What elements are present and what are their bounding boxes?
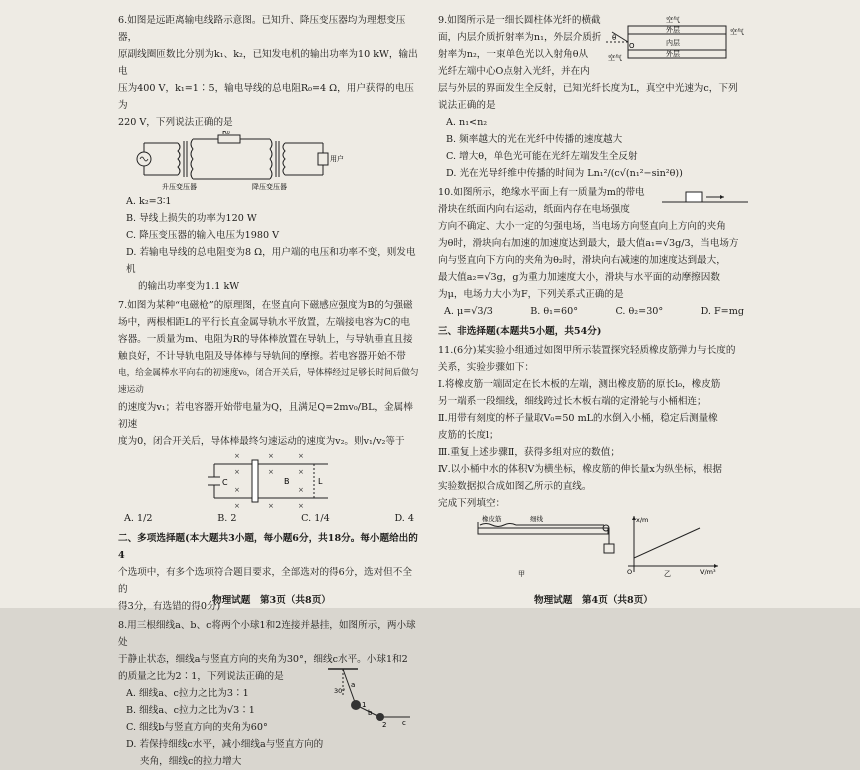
q6-line: 原副线圈匝数比分别为k₁、k₂，已知发电机的输出功率为10 kW，输出电 [118,49,418,77]
q6-option-d-cont: 的输出功率变为1.1 kW [138,281,240,292]
q10-options [438,303,750,320]
right-page-footer: 物理试题 第4页（共8页） [534,595,653,606]
q10-option-b: B. θ₁=60° [530,306,579,317]
q9-line: 面，内层介质折射率为n₁，外层介质折 [438,32,602,43]
svg-text:×: × [234,502,240,510]
question-10 [438,184,750,320]
q8-option-d-cont: 夹角，细线c的拉力增大 [140,756,242,767]
svg-text:×: × [234,468,240,476]
q11-line: 皮筋的长度l； [438,430,499,441]
question-9 [438,12,750,182]
q10-line: 向与竖直向下方向的夹角为θ₂时，滑块向右减速的加速度达到最大， [438,255,726,266]
section-3-header: 三、非选择题(本题共5小题，共54分) [438,326,602,337]
thread-a-label: a [351,681,356,689]
x-axis-label: V/m³ [700,568,716,576]
q11-line: Ⅲ.重复上述步骤Ⅱ，获得多组对应的数值； [438,447,620,458]
q7-options [118,510,420,527]
q10-line: 方向不确定、大小一定的匀强电场，当电场方向竖直向上方向的夹角 [438,221,726,232]
rubber-band-label: 橡皮筋 [482,515,502,523]
q11-line: 关系，实验步骤如下： [438,362,534,373]
section-2-line: 二、多项选择题(本大题共3小题，每小题6分，共18分。每小题给出的4 [118,533,418,561]
q7-figure [118,450,420,510]
step-up-label: 升压变压器 [162,183,197,191]
q11-line: Ⅳ.以小桶中水的体积V为横坐标，橡皮筋的伸长量x为纵坐标，根据 [438,464,723,475]
q8-option-c: C. 细线b与竖直方向的夹角为60° [126,722,268,733]
thread-c-label: c [402,719,406,727]
q8-line: 于静止状态，细线a与竖直方向的夹角为30°，细线c水平。小球1和2 [118,654,408,665]
rail-gun-diagram [118,450,418,510]
q11-line: 完成下列填空： [438,498,506,509]
left-page-footer: 物理试题 第3页（共8页） [212,595,331,606]
slider-diagram [662,184,748,206]
q11-line: 11.(6分)某实验小组通过如图甲所示装置探究轻质橡皮筋弹力与长度的 [438,345,736,356]
distance-label: L [318,477,323,486]
q10-line: 为μ，电场力大小为F，下列关系式正确的是 [438,289,624,300]
q8-option-a: A. 细线a、c拉力之比为3∶1 [126,688,249,699]
q7-line: 触良好，不计导轨电阻及导体棒与导轨间的摩擦。若电容器开始不带 [118,351,406,362]
origin-label: O [627,568,633,576]
q7-option-a: A. 1/2 [124,513,153,524]
capacitor-label: C [222,478,228,487]
hanging-balls-diagram [318,665,418,745]
q9-line: 射率为n₂，一束单色光以入射角θ从 [438,49,589,60]
question-8 [118,617,420,770]
q7-line: 7.如图为某种“电磁枪”的原理图，在竖直向下磁感应强度为B的匀强磁 [118,300,413,311]
q10-option-c: C. θ₂=30° [615,306,664,317]
q9-option-b: B. 频率越大的光在光纤中传播的速度越大 [446,134,623,145]
q8-option-d: D. 若保持细线c水平，减小细线a与竖直方向的 [126,739,324,750]
q8-line: 8.用三根细线a、b、c将两个小球1和2连接并悬挂，如图所示，两小球处 [118,620,416,648]
q7-line: 容器。一质量为m、电阻为R的导体棒放置在导轨上，与导轨垂直且接 [118,334,413,345]
q10-line: 最大值a₂=√3g，g为重力加速度大小，滑块与水平面的动摩擦因数 [438,272,720,283]
svg-text:×: × [268,468,274,476]
ball-1-label: 1 [362,701,367,709]
q6-option-d: D. 若输电导线的总电阻变为8 Ω，用户端的电压和功率不变，则发电机 [126,247,416,275]
q11-line: 实验数据拟合成如图乙所示的直线。 [438,481,592,492]
q6-line: 压为400 V，k₁=1∶5，输电导线的总电阻R₀=4 Ω，用户获得的电压为 [118,83,414,111]
figure-yi-label: 乙 [664,570,671,578]
svg-text:×: × [234,486,240,494]
q8-option-b: B. 细线a、c拉力之比为√3∶1 [126,705,255,716]
svg-text:×: × [298,486,304,494]
q7-option-c: C. 1/4 [301,513,330,524]
transmission-diagram [118,131,418,193]
q6-line: 6.如图是远距离输电线路示意图。已知升、降压变压器均为理想变压器， [118,15,406,43]
theta-label: θ [612,34,617,42]
fiber-diagram [606,16,750,74]
q10-option-a: A. μ=√3/3 [444,306,493,317]
q7-line: 度为0，闭合开关后，导体棒最终匀速运动的速度为v₂。则v₁/v₂等于 [118,436,405,447]
air-label-left: 空气 [608,54,622,62]
q10-line: 滑块在纸面内向右运动，纸面内存在电场强度 [438,204,630,215]
q6-line: 220 V，下列说法正确的是 [118,117,233,128]
rubber-band-setup-diagram [438,514,750,578]
q7-line: 电，给金属棒水平向右的初速度v₀，闭合开关后，导体棒经过足够长时间后做匀速运动 [118,368,419,395]
field-label: B [284,477,290,486]
outer-layer-label-bottom: 外层 [666,50,680,58]
q6-figure [118,131,420,193]
y-axis-label: x/m [636,516,649,524]
section-2-line: 个选项中，有多个选项符合题目要求，全部选对的得6分，选对但不全的 [118,567,412,595]
step-down-label: 降压变压器 [252,183,287,191]
question-11 [438,342,750,578]
thread-label: 细线 [530,515,543,523]
q7-option-b: B. 2 [217,513,237,524]
air-label-right: 空气 [730,28,744,36]
q7-line: 场中，两根相距L的平行长直金属导轨水平放置，左端接电容为C的电 [118,317,410,328]
q7-option-d: D. 4 [394,513,414,524]
q9-option-a: A. n₁<n₂ [446,117,488,128]
thread-b-label: b [368,709,373,717]
q6-option-b: B. 导线上损失的功率为120 W [126,213,257,224]
q6-option-c: C. 降压变压器的输入电压为1980 V [126,230,280,241]
question-6 [118,12,420,295]
outer-layer-label: 外层 [666,26,680,34]
svg-text:×: × [234,452,240,460]
point-o-label: O [629,42,635,50]
q11-line: Ⅰ.将橡皮筋一端固定在长木板的左端，测出橡皮筋的原长l₀，橡皮筋 [438,379,721,390]
angle-label: 30° [334,687,346,695]
figure-jia-label: 甲 [518,570,525,578]
q6-option-a: A. k₂=3∶1 [126,196,172,207]
svg-text:×: × [298,468,304,476]
question-7 [118,297,420,527]
left-column [118,10,420,770]
q9-option-c: C. 增大θ，单色光可能在光纤左端发生全反射 [446,151,638,162]
section-2-line: 得3分，有选错的得0分) [118,601,221,612]
user-label: 用户 [330,155,344,163]
q8-line: 的质量之比为2∶1，下列说法正确的是 [118,671,284,682]
q9-line: 光纤左端中心O点射入光纤，并在内 [438,66,590,77]
svg-text:×: × [268,452,274,460]
q10-line: 10.如图所示，绝缘水平面上有一质量为m的带电 [438,187,645,198]
q9-option-d: D. 光在光导纤维中传播的时间为 Ln₁²/(c√(n₁²−sin²θ)) [446,168,683,179]
q11-line: 另一端系一段细线，细线跨过长木板右端的定滑轮与小桶相连； [438,396,707,407]
inner-layer-label: 内层 [666,39,680,47]
svg-text:×: × [298,502,304,510]
q9-line: 层与外层的界面发生全反射，已知光纤长度为L，真空中光速为c，下列 [438,83,738,94]
svg-text:×: × [268,502,274,510]
right-column [438,10,750,578]
r0-label: R₀ [222,131,230,136]
ball-2-label: 2 [382,721,387,729]
q11-line: Ⅱ.用带有刻度的杯子量取V₀=50 mL的水倒入小桶，稳定后测量橡 [438,413,718,424]
svg-text:×: × [298,452,304,460]
q10-line: 为θ时，滑块向右加速的加速度达到最大，最大值a₁=√3g/3，当电场方 [438,238,739,249]
q10-option-d: D. F=mg [700,306,744,317]
q9-line: 说法正确的是 [438,100,496,111]
q9-line: 9.如图所示是一细长圆柱体光纤的横截 [438,15,601,26]
air-label-top: 空气 [666,16,680,24]
q7-line: 的速度为v₁；若电容器开始带电量为Q，且满足Q=2mv₀/BL，金属棒初速 [118,402,413,430]
